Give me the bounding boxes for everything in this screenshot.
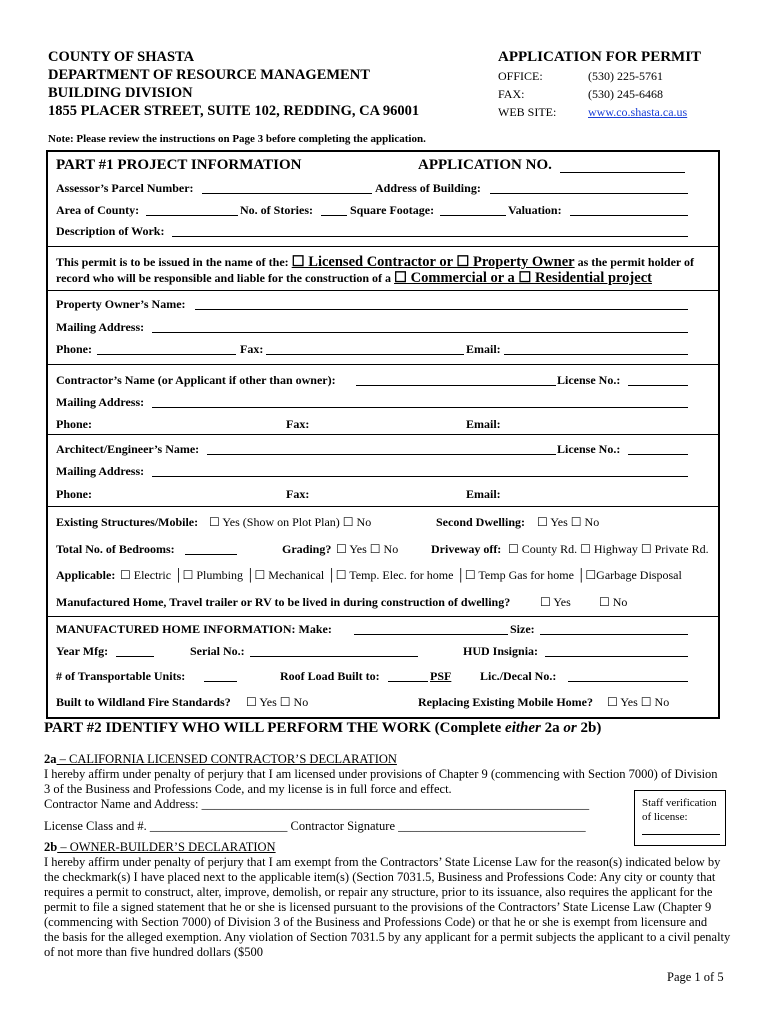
- architect-phone-label: Phone:: [56, 487, 92, 501]
- staff-verification-label: Staff verification: [642, 797, 717, 809]
- existing-structures-options[interactable]: ☐ Yes (Show on Plot Plan) ☐ No: [209, 515, 372, 529]
- staff-verification-sub: of license:: [642, 811, 688, 823]
- project-type-text: record who will be responsible and liable for the construction of a ☐ Commercial or a ☐ Residential project: [56, 270, 652, 286]
- apn-field[interactable]: [202, 181, 372, 194]
- wildland-options[interactable]: ☐ Yes ☐ No: [246, 695, 309, 709]
- sqft-field[interactable]: [440, 203, 506, 216]
- application-no-label: APPLICATION NO.: [418, 157, 552, 173]
- contractor-license-label: License No.:: [557, 373, 621, 387]
- fax-number: (530) 245-6468: [588, 87, 663, 101]
- sqft-label: Square Footage:: [350, 203, 435, 217]
- grading-label: Grading?: [282, 542, 332, 556]
- section-2b-line: requires a permit to construct, alter, improve, demolish, or repair any structure, prior to its issuance, also requires the applicant for the: [44, 885, 713, 899]
- description-field[interactable]: [172, 224, 688, 237]
- application-no-field[interactable]: [560, 160, 685, 173]
- valuation-field[interactable]: [570, 203, 688, 216]
- office-label: OFFICE:: [498, 69, 543, 83]
- permit-holder-options[interactable]: ☐ Licensed Contractor or ☐ Property Owner: [291, 254, 575, 270]
- architect-license-label: License No.:: [557, 442, 621, 456]
- roof-load-field[interactable]: [388, 669, 428, 682]
- hud-label: HUD Insignia:: [463, 644, 539, 658]
- division-name: BUILDING DIVISION: [48, 85, 193, 101]
- contractor-name-field[interactable]: [356, 373, 556, 386]
- mh-make-label: MANUFACTURED HOME INFORMATION: Make:: [56, 622, 332, 636]
- contractor-fax-label: Fax:: [286, 417, 310, 431]
- owner-phone-field[interactable]: [97, 342, 236, 355]
- section-2b-line: the checkmark(s) I have placed next to the applicable item(s) (Section 7031.5, Business and Professions Code: Any city or county that: [44, 870, 716, 884]
- owner-fax-label: Fax:: [240, 342, 264, 356]
- driveway-label: Driveway off:: [431, 542, 502, 556]
- instructions-note: Note: Please review the instructions on Page 3 before completing the application.: [48, 133, 426, 145]
- contractor-mailing-label: Mailing Address:: [56, 395, 145, 409]
- owner-fax-field[interactable]: [266, 342, 464, 355]
- owner-phone-label: Phone:: [56, 342, 92, 356]
- architect-mailing-field[interactable]: [152, 464, 688, 477]
- building-address-field[interactable]: [490, 181, 688, 194]
- contractor-license-field[interactable]: [628, 373, 688, 386]
- transportable-label: # of Transportable Units:: [56, 669, 186, 683]
- owner-mailing-label: Mailing Address:: [56, 320, 145, 334]
- section-2a-heading: 2a – CALIFORNIA LICENSED CONTRACTOR’S DECLARATION: [44, 752, 397, 766]
- driveway-options[interactable]: ☐ County Rd. ☐ Highway ☐ Private Rd.: [508, 542, 709, 556]
- permit-holder-text: This permit is to be issued in the name of the: ☐ Licensed Contractor or ☐ Property Owner as the permit holder of: [56, 254, 695, 270]
- website-link[interactable]: www.co.shasta.ca.us: [588, 105, 688, 119]
- area-label: Area of County:: [56, 203, 140, 217]
- area-field[interactable]: [146, 203, 238, 216]
- divider: [48, 246, 718, 247]
- mh-size-field[interactable]: [540, 622, 688, 635]
- staff-verification-field[interactable]: [642, 826, 720, 835]
- architect-fax-label: Fax:: [286, 487, 310, 501]
- manufactured-yes[interactable]: ☐ Yes: [540, 595, 571, 609]
- part1-title: PART #1 PROJECT INFORMATION: [56, 157, 302, 173]
- owner-name-field[interactable]: [195, 297, 688, 310]
- lic-decal-field[interactable]: [568, 669, 688, 682]
- owner-email-field[interactable]: [504, 342, 688, 355]
- license-signature-line[interactable]: License Class and #. ______________________ Contractor Signature ______________________________: [44, 819, 586, 833]
- grading-options[interactable]: ☐ Yes ☐ No: [336, 542, 399, 556]
- manufactured-question: Manufactured Home, Travel trailer or RV to be lived in during construction of dwelling?: [56, 595, 511, 609]
- valuation-label: Valuation:: [508, 203, 562, 217]
- architect-email-label: Email:: [466, 487, 501, 501]
- divider: [48, 616, 718, 617]
- divider: [48, 364, 718, 365]
- transportable-field[interactable]: [204, 669, 237, 682]
- manufactured-no[interactable]: ☐ No: [599, 595, 628, 609]
- hud-field[interactable]: [545, 644, 688, 657]
- building-address-label: Address of Building:: [375, 181, 481, 195]
- description-label: Description of Work:: [56, 224, 165, 238]
- project-type-options[interactable]: ☐ Commercial or a ☐ Residential project: [394, 270, 652, 286]
- existing-structures-label: Existing Structures/Mobile:: [56, 515, 199, 529]
- serial-label: Serial No.:: [190, 644, 245, 658]
- stories-field[interactable]: [321, 203, 347, 216]
- architect-license-field[interactable]: [628, 442, 688, 455]
- mh-make-field[interactable]: [354, 622, 508, 635]
- architect-name-field[interactable]: [207, 442, 556, 455]
- page-number: Page 1 of 5: [667, 970, 724, 984]
- owner-email-label: Email:: [466, 342, 501, 356]
- serial-field[interactable]: [250, 644, 418, 657]
- county-name: COUNTY OF SHASTA: [48, 49, 195, 65]
- lic-decal-label: Lic./Decal No.:: [480, 669, 557, 683]
- website-label: WEB SITE:: [498, 105, 557, 119]
- mh-size-label: Size:: [510, 622, 535, 636]
- section-2b-line: (commencing with Section 7000) of Division 3 of the Business and Professions Code) or that he or she is exempt from licensure and: [44, 915, 708, 929]
- wildland-label: Built to Wildland Fire Standards?: [56, 695, 231, 709]
- contractor-mailing-field[interactable]: [152, 395, 688, 408]
- second-dwelling-label: Second Dwelling:: [436, 515, 526, 529]
- section-2b-heading: 2b – OWNER-BUILDER’S DECLARATION: [44, 840, 276, 854]
- office-address: 1855 PLACER STREET, SUITE 102, REDDING, CA 96001: [48, 103, 420, 119]
- year-mfg-label: Year Mfg:: [56, 644, 109, 658]
- section-2b-line: I hereby affirm under penalty of perjury that I am exempt from the Contractors’ State License Law for the reason(s) indicated below by: [44, 855, 721, 869]
- owner-name-label: Property Owner’s Name:: [56, 297, 186, 311]
- bedrooms-field[interactable]: [185, 542, 237, 555]
- second-dwelling-options[interactable]: ☐ Yes ☐ No: [537, 515, 600, 529]
- office-phone: (530) 225-5761: [588, 69, 663, 83]
- contractor-name-label: Contractor’s Name (or Applicant if other than owner):: [56, 373, 336, 387]
- roof-load-label: Roof Load Built to:: [280, 669, 380, 683]
- applicable-options[interactable]: ☐ Electric │☐ Plumbing │☐ Mechanical │☐ Temp. Elec. for home │☐ Temp Gas for home │☐Garbage Disposal: [120, 568, 682, 582]
- year-mfg-field[interactable]: [116, 644, 154, 657]
- apn-label: Assessor’s Parcel Number:: [56, 181, 194, 195]
- section-2b-line: the basis for the alleged exemption. Any violation of Section 7031.5 by any applicant for a permit subjects the applicant to a civil penalty: [44, 930, 731, 944]
- stories-label: No. of Stories:: [240, 203, 313, 217]
- section-2a-line: 3 of the Business and Professions Code, and my license is in full force and effect.: [44, 782, 452, 796]
- section-2b-line: permit to file a signed statement that he or she is licensed pursuant to the provisions of the Contractors’ State License Law (Chapter 9: [44, 900, 712, 914]
- fax-label: FAX:: [498, 87, 525, 101]
- psf-label: PSF: [430, 669, 452, 683]
- section-2a-line: I hereby affirm under penalty of perjury that I am licensed under provisions of Chapter 9 (commencing with Section 7000) of Division: [44, 767, 718, 781]
- part2-title: PART #2 IDENTIFY WHO WILL PERFORM THE WORK (Complete either 2a or 2b): [44, 720, 602, 736]
- architect-name-label: Architect/Engineer’s Name:: [56, 442, 200, 456]
- applicable-label: Applicable:: [56, 568, 116, 582]
- contractor-phone-label: Phone:: [56, 417, 92, 431]
- bedrooms-label: Total No. of Bedrooms:: [56, 542, 175, 556]
- divider: [48, 434, 718, 435]
- application-title: APPLICATION FOR PERMIT: [498, 49, 702, 65]
- replacing-mh-options[interactable]: ☐ Yes ☐ No: [607, 695, 670, 709]
- department-name: DEPARTMENT OF RESOURCE MANAGEMENT: [48, 67, 370, 83]
- architect-mailing-label: Mailing Address:: [56, 464, 145, 478]
- contractor-name-address-line[interactable]: Contractor Name and Address: ______________________________________________________________: [44, 797, 590, 811]
- contractor-email-label: Email:: [466, 417, 501, 431]
- replacing-mh-label: Replacing Existing Mobile Home?: [418, 695, 593, 709]
- owner-mailing-field[interactable]: [152, 320, 688, 333]
- section-2b-line: of not more than five hundred dollars ($500: [44, 945, 264, 959]
- divider: [48, 290, 718, 291]
- divider: [48, 506, 718, 507]
